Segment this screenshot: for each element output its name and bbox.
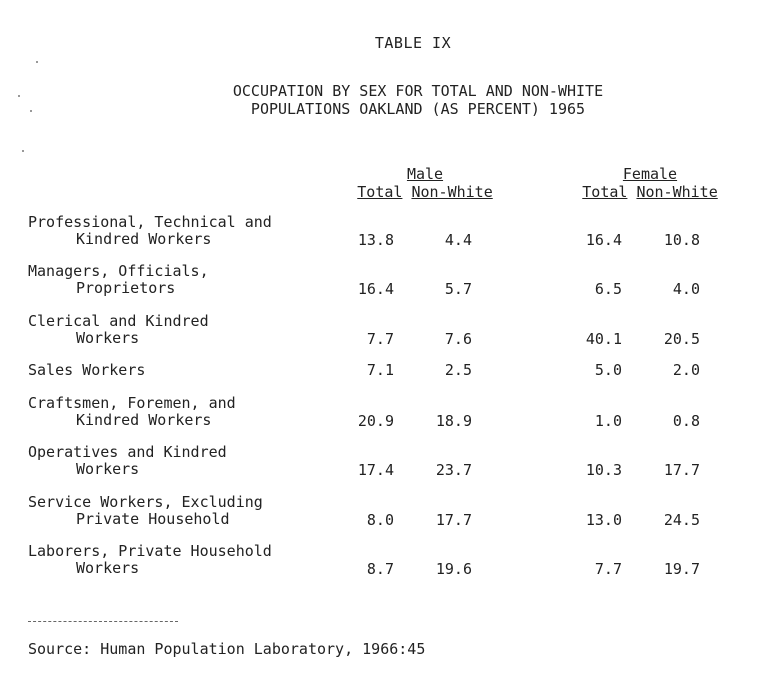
male-nonwhite-cell: 23.7 — [435, 461, 472, 479]
occupation-line-1: Managers, Officials, — [28, 262, 209, 280]
occupation-line-2: Workers — [76, 329, 140, 347]
occupation-line-1: Sales Workers — [28, 361, 146, 379]
female-nonwhite-cell: 0.8 — [672, 412, 700, 430]
female-header: Female — [622, 165, 678, 183]
occupation-line-1: Operatives and Kindred — [28, 443, 227, 461]
occupation-label — [28, 313, 209, 347]
female-nonwhite-cell: 2.0 — [672, 361, 700, 379]
male-nonwhite-cell: 7.6 — [444, 330, 472, 348]
occupation-line-2: Kindred Workers — [76, 230, 212, 248]
female-total-cell: 7.7 — [594, 560, 622, 578]
table-row — [28, 344, 748, 384]
female-total-cell: 40.1 — [585, 330, 622, 348]
occupation-label — [28, 543, 272, 577]
female-total-cell: 10.3 — [585, 461, 622, 479]
occupation-line-2: Workers — [76, 460, 140, 478]
occupation-line-1: Professional, Technical and — [28, 213, 272, 231]
male-nonwhite-cell: 5.7 — [444, 280, 472, 298]
male-subheaders — [345, 183, 505, 201]
male-total-cell: 16.4 — [357, 280, 394, 298]
female-total-cell: 1.0 — [594, 412, 622, 430]
male-header: Male — [406, 165, 444, 183]
male-total-cell: 7.1 — [366, 361, 394, 379]
male-nonwhite-cell: 4.4 — [444, 231, 472, 249]
female-total-cell: 5.0 — [594, 361, 622, 379]
male-column-group — [345, 165, 505, 201]
male-total-cell: 8.7 — [366, 560, 394, 578]
source-note: Source: Human Population Laboratory, 1966:45 — [28, 640, 426, 658]
male-total-header: Total — [357, 183, 403, 201]
female-column-group — [570, 165, 730, 201]
table-label: TABLE IX — [374, 34, 452, 52]
occupation-label — [28, 494, 263, 528]
female-nonwhite-cell: 24.5 — [663, 511, 700, 529]
table-title — [0, 82, 760, 118]
table-row — [28, 494, 748, 534]
female-subheaders — [570, 183, 730, 201]
male-nonwhite-header: Non-White — [411, 183, 493, 201]
occupation-line-1: Craftsmen, Foremen, and — [28, 394, 236, 412]
female-nonwhite-cell: 10.8 — [663, 231, 700, 249]
occupation-line-1: Clerical and Kindred — [28, 312, 209, 330]
female-nonwhite-header: Non-White — [636, 183, 718, 201]
male-total-cell: 17.4 — [357, 461, 394, 479]
occupation-line-2: Workers — [76, 559, 140, 577]
occupation-line-2: Kindred Workers — [76, 411, 212, 429]
occupation-label — [28, 395, 236, 429]
occupation-line-2: Private Household — [76, 510, 230, 528]
occupation-line-1: Service Workers, Excluding — [28, 493, 263, 511]
male-nonwhite-cell: 19.6 — [435, 560, 472, 578]
occupation-label — [28, 263, 209, 297]
occupation-label — [28, 214, 272, 248]
table-row — [28, 395, 748, 435]
table-row — [28, 214, 748, 254]
female-nonwhite-cell: 19.7 — [663, 560, 700, 578]
male-nonwhite-cell: 17.7 — [435, 511, 472, 529]
occupation-label — [28, 444, 227, 478]
table-row — [28, 444, 748, 484]
table-row — [28, 543, 748, 583]
male-nonwhite-cell: 2.5 — [444, 361, 472, 379]
female-total-cell: 13.0 — [585, 511, 622, 529]
female-total-header: Total — [582, 183, 628, 201]
female-total-cell: 16.4 — [585, 231, 622, 249]
male-total-cell: 7.7 — [366, 330, 394, 348]
male-total-cell: 13.8 — [357, 231, 394, 249]
female-nonwhite-cell: 20.5 — [663, 330, 700, 348]
male-nonwhite-cell: 18.9 — [435, 412, 472, 430]
footnote-divider — [28, 621, 178, 622]
scan-speck — [36, 61, 38, 63]
occupation-line-1: Laborers, Private Household — [28, 542, 272, 560]
table-row — [28, 263, 748, 303]
occupation-line-2: Proprietors — [76, 279, 176, 297]
male-total-cell: 20.9 — [357, 412, 394, 430]
scan-speck — [22, 150, 24, 152]
title-line-1: OCCUPATION BY SEX FOR TOTAL AND NON-WHITE — [232, 82, 604, 100]
occupation-label — [28, 362, 145, 379]
female-nonwhite-cell: 17.7 — [663, 461, 700, 479]
female-total-cell: 6.5 — [594, 280, 622, 298]
female-nonwhite-cell: 4.0 — [672, 280, 700, 298]
title-line-2: POPULATIONS OAKLAND (AS PERCENT) 1965 — [250, 100, 586, 118]
male-total-cell: 8.0 — [366, 511, 394, 529]
